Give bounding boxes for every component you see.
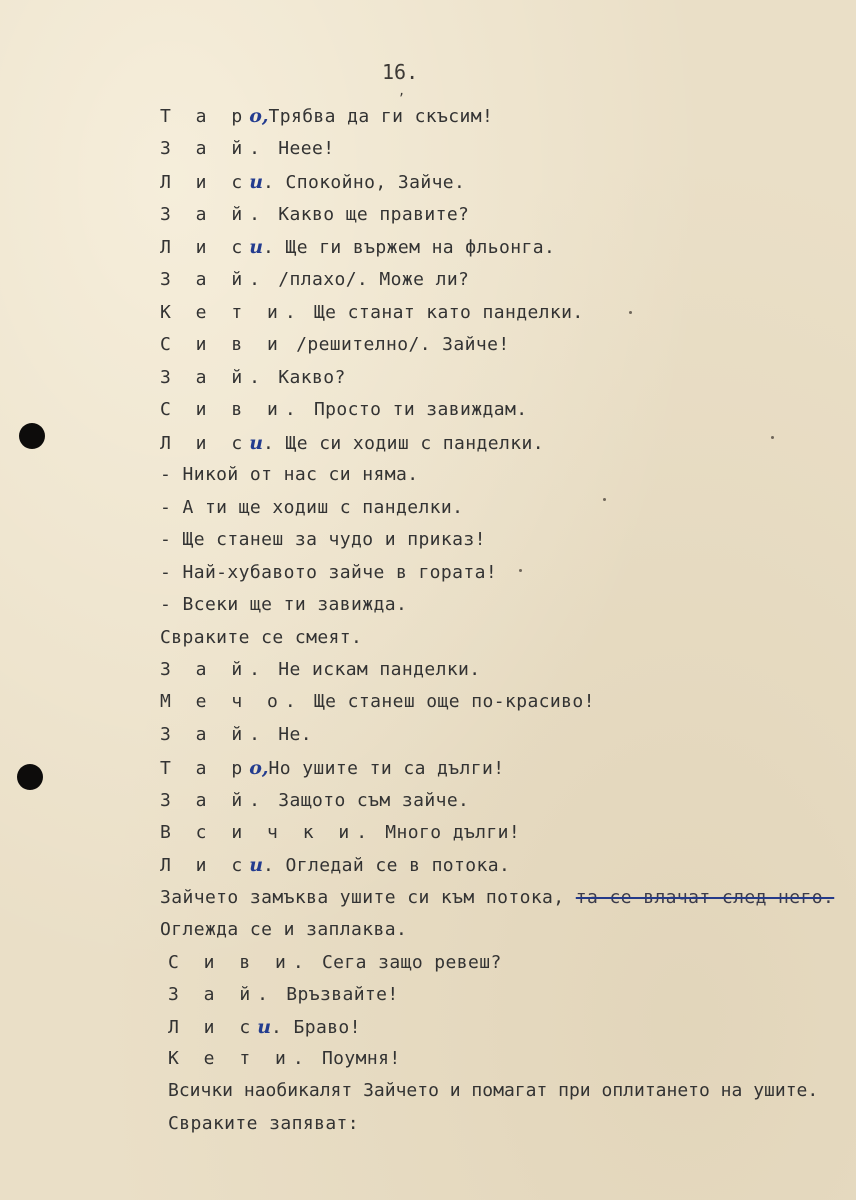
line-text: Поумня! [310,1048,401,1069]
speaker-name: З а й. [160,204,268,225]
line-text: Защото съм зайче. [267,790,470,811]
dialogue-line [160,659,481,681]
dialogue-line [160,529,486,551]
dialogue-line [160,432,544,455]
line-text: . Огледай се в потока. [263,855,511,876]
line-text: Свраките се смеят. [160,627,363,648]
dialogue-line [160,138,334,160]
handwritten-correction: и [249,171,264,193]
line-text: - Ще станеш за чудо и приказ! [160,529,486,550]
speaker-name: Т а р [160,106,250,127]
line-text: Неее! [267,138,335,159]
line-text: . Спокойно, Зайче. [263,172,466,193]
line-text: Ще станеш още по-красиво! [302,691,595,712]
paper-speck [629,311,632,314]
speaker-name: Л и с [160,172,250,193]
line-text: . Ще си ходиш с панделки. [263,433,544,454]
dialogue-line [160,790,469,812]
punch-hole-bottom [17,764,43,790]
dialogue-line [168,1048,401,1070]
line-text: Не искам панделки. [267,659,481,680]
page-number-mark: , [398,84,406,98]
line-text: Какво? [267,367,346,388]
line-text: Но ушите ти са дълги! [268,758,505,779]
line-text: Трябва да ги скъсим! [268,106,494,127]
handwritten-correction: и [249,236,264,258]
paper-speck [603,498,606,501]
speaker-name: З а й. [160,367,268,388]
dialogue-line [160,367,346,389]
dialogue-line [160,691,595,713]
line-text: /плахо/. Може ли? [267,269,470,290]
speaker-name: Л и с [160,237,250,258]
dialogue-line [160,594,407,616]
handwritten-correction: и [249,854,264,876]
dialogue-line [160,854,510,877]
line-text: . Ще ги вържем на фльонга. [263,237,556,258]
speaker-name: З а й. [160,138,268,159]
dialogue-line [168,984,399,1006]
dialogue-line [160,171,465,194]
speaker-name: Л и с [160,433,250,454]
handwritten-correction: и [249,432,264,454]
dialogue-line [160,399,527,421]
speaker-name: Л и с [168,1017,258,1038]
dialogue-line [160,204,469,226]
speaker-name: К е т и. [168,1048,311,1069]
dialogue-line [160,497,463,519]
stage-direction [168,1113,359,1135]
dialogue-line [160,822,520,844]
dialogue-line [160,105,493,128]
dialogue-line [160,562,497,584]
line-text: Просто ти завиждам. [302,399,528,420]
line-text: - Никой от нас си няма. [160,464,419,485]
line-text: Сега защо ревеш? [310,952,502,973]
paper-speck [771,436,774,439]
line-text: Зайчето замъква ушите си към потока, [160,887,565,908]
dialogue-line [160,724,312,746]
dialogue-line [160,334,510,356]
page-number: 16. [382,60,419,84]
speaker-name: М е ч о. [160,691,303,712]
stage-direction [160,919,407,941]
stage-direction [168,1080,818,1102]
speaker-name: Т а р [160,758,250,779]
struck-text: та се влачат след него. [575,887,835,908]
punch-hole-top [19,423,45,449]
speaker-name: З а й. [168,984,276,1005]
paper-speck [519,569,522,572]
line-text: Всички наобикалят Зайчето и помагат при оплитането на ушите. [168,1080,819,1101]
line-text: Свраките запяват: [168,1113,360,1134]
dialogue-line [160,757,504,780]
speaker-name: С и в и. [168,952,311,973]
line-text: - А ти ще ходиш с панделки. [160,497,464,518]
line-text: Връзвайте! [275,984,399,1005]
line-text: - Всеки ще ти завижда. [160,594,408,615]
speaker-name: З а й. [160,659,268,680]
stage-direction [160,887,834,909]
line-text: - Най-хубавото зайче в гората! [160,562,498,583]
dialogue-line [160,464,418,486]
speaker-name: В с и ч к и. [160,822,375,843]
dialogue-line [160,236,555,259]
handwritten-correction: о, [249,757,269,779]
line-text: Много дълги! [374,822,521,843]
dialogue-line [160,269,469,291]
stage-direction [160,627,362,649]
speaker-name: З а й. [160,269,268,290]
speaker-name: Л и с [160,855,250,876]
line-text: Не. [267,724,312,745]
line-text: Ще станат като панделки. [302,302,584,323]
dialogue-line [160,302,584,324]
line-text: /решително/. Зайче! [284,334,510,355]
handwritten-correction: о, [249,105,269,127]
line-text: Какво ще правите? [267,204,470,225]
speaker-name: С и в и [160,334,285,355]
speaker-name: З а й. [160,790,268,811]
dialogue-line [168,1016,361,1039]
dialogue-line [168,952,502,974]
speaker-name: К е т и. [160,302,303,323]
speaker-name: З а й. [160,724,268,745]
line-text: Оглежда се и заплаква. [160,919,408,940]
speaker-name: С и в и. [160,399,303,420]
handwritten-correction: и [257,1016,272,1038]
line-text: . Браво! [271,1017,361,1038]
